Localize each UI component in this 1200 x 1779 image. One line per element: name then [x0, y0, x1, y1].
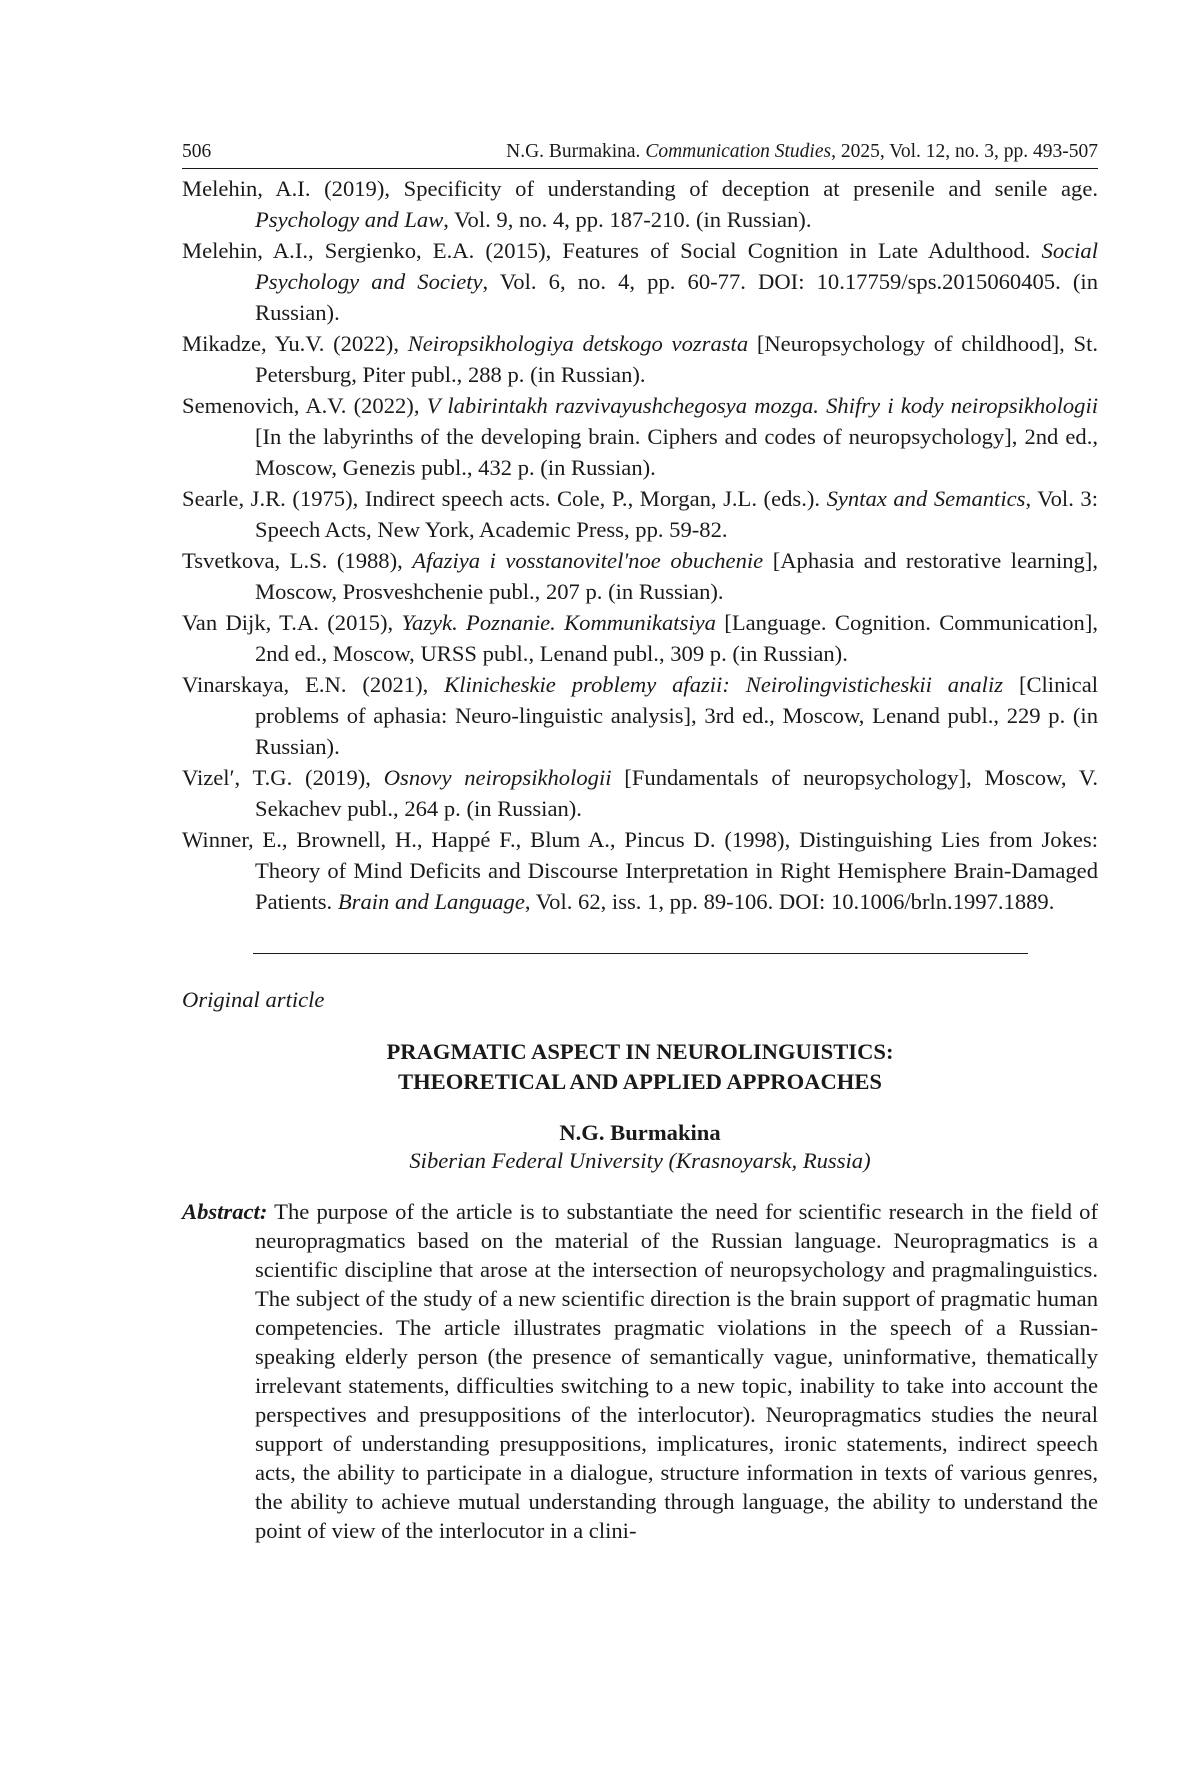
abstract-label: Abstract: [182, 1199, 268, 1224]
reference-item: Melehin, A.I., Sergienko, E.A. (2015), Features of Social Cognition in Late Adulthood. Social Psychology and Society, Vol. 6, no. 4, pp. 60-77. DOI: 10.17759/sps.2015060405. (in Russian). [182, 238, 1098, 325]
journal-page [182, 140, 1098, 1568]
reference-item: Mikadze, Yu.V. (2022), Neiropsikhologiya detskogo vozrasta [Neuropsychology of childhood], St. Petersburg, Piter publ., 288 p. (in Russian). [182, 331, 1099, 387]
journal-citation [506, 140, 1098, 164]
author-affiliation: Siberian Federal University (Krasnoyarsk, Russia) [409, 1148, 871, 1173]
abstract-text: The purpose of the article is to substantiate the need for scientific research in the field of neuropragmatics based on the material of the Russian language. Neuropragmatics is a scientific discipline that arose at the intersection of neuropsychology and pragmalinguistics. The subject of the study of a new scientific direction is the brain support of pragmatic human competencies. The article illustrates pragmatic violations in the speech of a Russian-speaking elderly person (the presence of semantically vague, uninformative, thematically irrelevant statements, difficulties switching to a new topic, inability to take into account the perspectives and presuppositions of the interlocutor). Neuropragmatics studies the neural support of understanding presuppositions, implicatures, ironic statements, indirect speech acts, the ability to participate in a dialogue, structure information in texts of various genres, the ability to achieve mutual understanding through language, the ability to understand the point of view of the interlocutor in a clini- [255, 1199, 1098, 1543]
reference-list [182, 173, 1098, 917]
article-title [182, 1037, 1098, 1097]
title-line-1: PRAGMATIC ASPECT IN NEUROLINGUISTICS: [386, 1039, 894, 1064]
reference-item: Tsvetkova, L.S. (1988), Afaziya i vosstanovitel'noe obuchenie [Aphasia and restorative learning], Moscow, Prosveshchenie publ., 207 p. (in Russian). [182, 548, 1098, 604]
page-number: 506 [182, 141, 212, 162]
reference-item: Searle, J.R. (1975), Indirect speech acts. Cole, P., Morgan, J.L. (eds.). Syntax and Semantics, Vol. 3: Speech Acts, New York, Academic Press, pp. 59-82. [182, 486, 1098, 542]
header-author: N.G. Burmakina. [506, 141, 641, 162]
article-type: Original article [182, 987, 325, 1012]
running-header [182, 140, 1098, 169]
reference-item: Van Dijk, T.A. (2015), Yazyk. Poznanie. Kommunikatsiya [Language. Cognition. Communication], 2nd ed., Moscow, URSS publ., Lenand publ., 309 p. (in Russian). [182, 610, 1098, 666]
reference-item: Melehin, A.I. (2019), Specificity of understanding of deception at presenile and senile age. Psychology and Law, Vol. 9, no. 4, pp. 187-210. (in Russian). [182, 176, 1098, 232]
abstract [182, 1197, 1098, 1545]
title-line-2: THEORETICAL AND APPLIED APPROACHES [398, 1069, 882, 1094]
section-divider [253, 953, 1028, 954]
reference-item: Winner, E., Brownell, H., Happé F., Blum A., Pincus D. (1998), Distinguishing Lies from Jokes: Theory of Mind Deficits and Discourse Interpretation in Right Hemisphere Brain-Damaged Patients. Brain and Language, Vol. 62, iss. 1, pp. 89-106. DOI: 10.1006/brln.1997.1889. [182, 827, 1098, 914]
article-author: N.G. Burmakina [559, 1120, 721, 1145]
reference-item: Vinarskaya, E.N. (2021), Klinicheskie problemy afazii: Neirolingvisticheskii analiz [Clinical problems of aphasia: Neuro-linguistic analysis], 3rd ed., Moscow, Lenand publ., 229 p. (in Russian). [182, 672, 1098, 759]
reference-item: Vizel′, T.G. (2019), Osnovy neiropsikhologii [Fundamentals of neuropsychology], Moscow, V. Sekachev publ., 264 p. (in Russian). [182, 765, 1098, 821]
journal-details: , 2025, Vol. 12, no. 3, pp. 493-507 [831, 141, 1098, 162]
reference-item: Semenovich, A.V. (2022), V labirintakh razvivayushchegosya mozga. Shifry i kody neiropsikhologii [In the labyrinths of the developing brain. Ciphers and codes of neuropsychology], 2nd ed., Moscow, Genezis publ., 432 p. (in Russian). [182, 393, 1099, 480]
journal-name: Communication Studies [645, 141, 832, 162]
